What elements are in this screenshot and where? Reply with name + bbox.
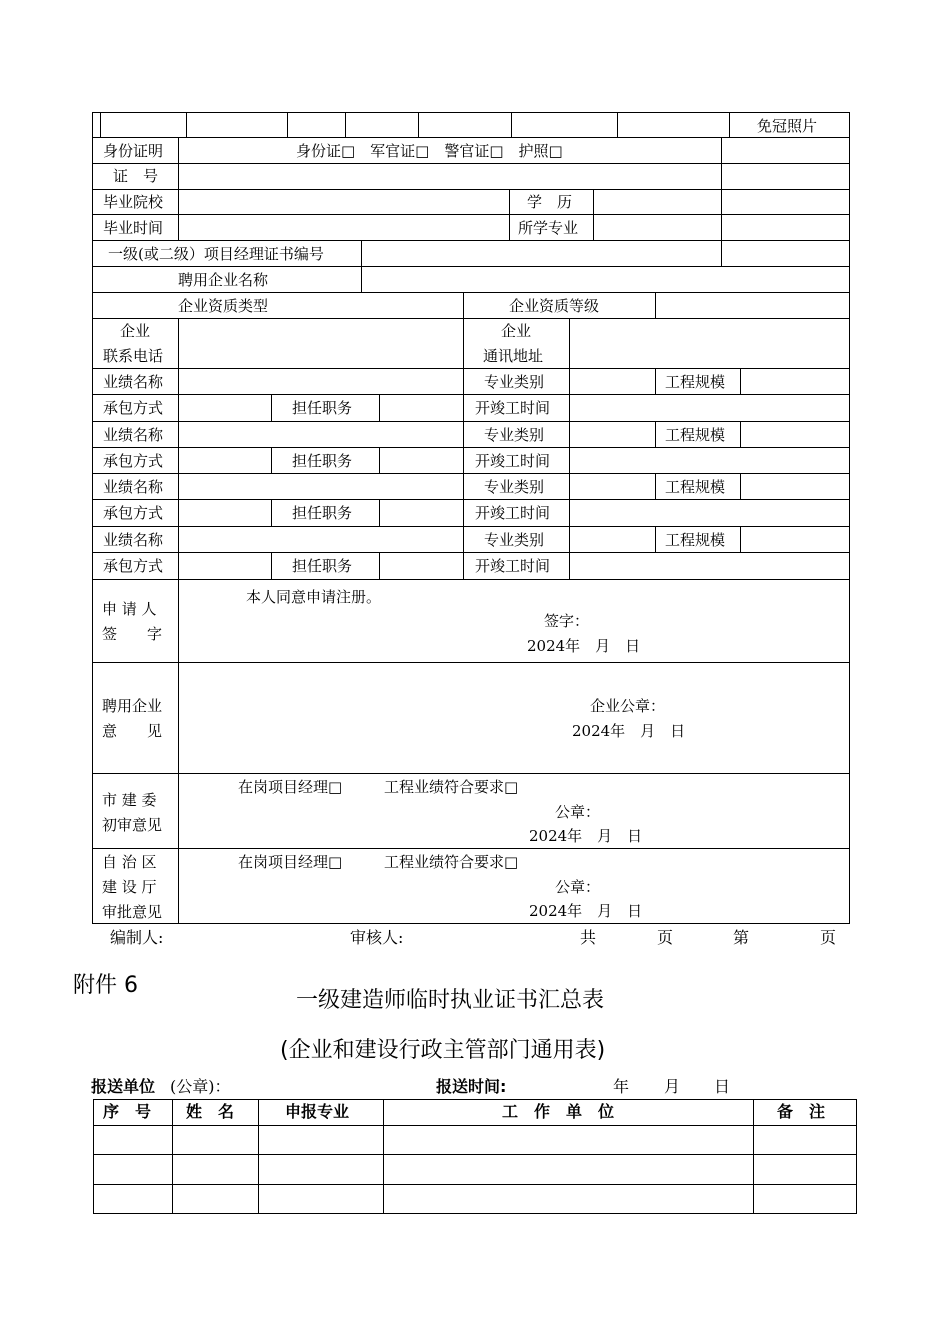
employer-label: 聘用企业名称 [178,271,269,289]
scale-label: 工程规模 [665,478,726,496]
reviewer-label: 审核人: [350,928,404,947]
phone-label-line2: 联系电话 [103,347,164,365]
contract-label: 承包方式 [103,557,164,575]
col-header-major: 申报专业 [285,1102,350,1121]
category-label: 专业类别 [484,531,545,549]
position-label: 担任职务 [292,557,353,575]
address-label-line2: 通讯地址 [483,347,544,365]
col-header-name: 姓 名 [186,1102,235,1121]
consent-text: 本人同意申请注册。 [246,588,382,606]
onpost-checkbox[interactable]: 在岗项目经理□ [238,778,343,796]
address-label-line1: 企业 [501,322,532,340]
page-unit-label: 页 [657,928,674,947]
city-date: 2024年 月 日 [529,827,643,845]
page-nth-label: 第 [733,928,750,947]
page-unit-label: 页 [820,928,837,947]
position-label: 担任职务 [292,399,353,417]
grad-time-label: 毕业时间 [103,219,164,237]
applicant-label-line2: 签 字 [102,625,163,643]
applicant-label-line1: 申 请 人 [102,600,157,618]
period-label: 开竣工时间 [475,557,551,575]
page-total-label: 共 [580,928,597,947]
annex-label: 附件 6 [73,973,138,998]
report-month-label: 月 [664,1077,681,1096]
col-header-no: 序 号 [103,1102,152,1121]
photo-label: 免冠照片 [757,117,818,135]
region-date: 2024年 月 日 [529,902,643,920]
city-seal-label: 公章： [555,803,601,821]
qual-type-label: 企业资质类型 [178,297,269,315]
perf-name-label: 业绩名称 [103,531,164,549]
period-label: 开竣工时间 [475,399,551,417]
perf-ok-checkbox[interactable]: 工程业绩符合要求□ [384,853,519,871]
sign-label: 签字： [544,612,590,630]
col-header-remark: 备 注 [777,1102,826,1121]
onpost-checkbox[interactable]: 在岗项目经理□ [238,853,343,871]
id-type-options[interactable]: 身份证□ 军官证□ 警官证□ 护照□ [296,142,563,160]
region-review-line3: 审批意见 [102,903,163,921]
annex-subtitle: (企业和建设行政主管部门通用表) [280,1038,606,1063]
scale-label: 工程规模 [665,426,726,444]
company-seal-label: 企业公章： [590,697,666,715]
qual-level-label: 企业资质等级 [509,297,600,315]
scale-label: 工程规模 [665,373,726,391]
report-day-label: 日 [714,1077,731,1096]
category-label: 专业类别 [484,426,545,444]
perf-name-label: 业绩名称 [103,426,164,444]
compiler-label: 编制人: [110,928,164,947]
employer-opinion-line1: 聘用企业 [102,697,163,715]
scale-label: 工程规模 [665,531,726,549]
period-label: 开竣工时间 [475,452,551,470]
id-doc-label: 身份证明 [103,142,164,160]
employer-date: 2024年 月 日 [572,722,686,740]
perf-name-label: 业绩名称 [103,478,164,496]
school-label: 毕业院校 [103,193,164,211]
contract-label: 承包方式 [103,452,164,470]
employer-opinion-line2: 意 见 [102,722,163,740]
position-label: 担任职务 [292,452,353,470]
period-label: 开竣工时间 [475,504,551,522]
applicant-date: 2024年 月 日 [527,637,641,655]
report-unit-label: 报送单位 [91,1077,156,1096]
major-label: 所学专业 [518,219,579,237]
col-header-workplace: 工 作 单 位 [502,1102,615,1121]
city-review-line2: 初审意见 [102,816,163,834]
perf-ok-checkbox[interactable]: 工程业绩符合要求□ [384,778,519,796]
contract-label: 承包方式 [103,399,164,417]
perf-name-label: 业绩名称 [103,373,164,391]
report-year-label: 年 [613,1077,630,1096]
region-review-line2: 建 设 厅 [102,878,157,896]
phone-label-line1: 企业 [120,322,151,340]
position-label: 担任职务 [292,504,353,522]
region-review-line1: 自 治 区 [102,853,157,871]
city-review-line1: 市 建 委 [102,791,157,809]
report-unit-seal: (公章)： [170,1077,231,1096]
cert-no-label: 证 号 [113,167,159,185]
report-time-label: 报送时间: [436,1077,507,1096]
category-label: 专业类别 [484,478,545,496]
degree-label: 学 历 [527,193,573,211]
contract-label: 承包方式 [103,504,164,522]
pm-cert-label: 一级(或二级）项目经理证书编号 [108,245,324,263]
region-seal-label: 公章： [555,878,601,896]
annex-title: 一级建造师临时执业证书汇总表 [296,988,605,1013]
category-label: 专业类别 [484,373,545,391]
